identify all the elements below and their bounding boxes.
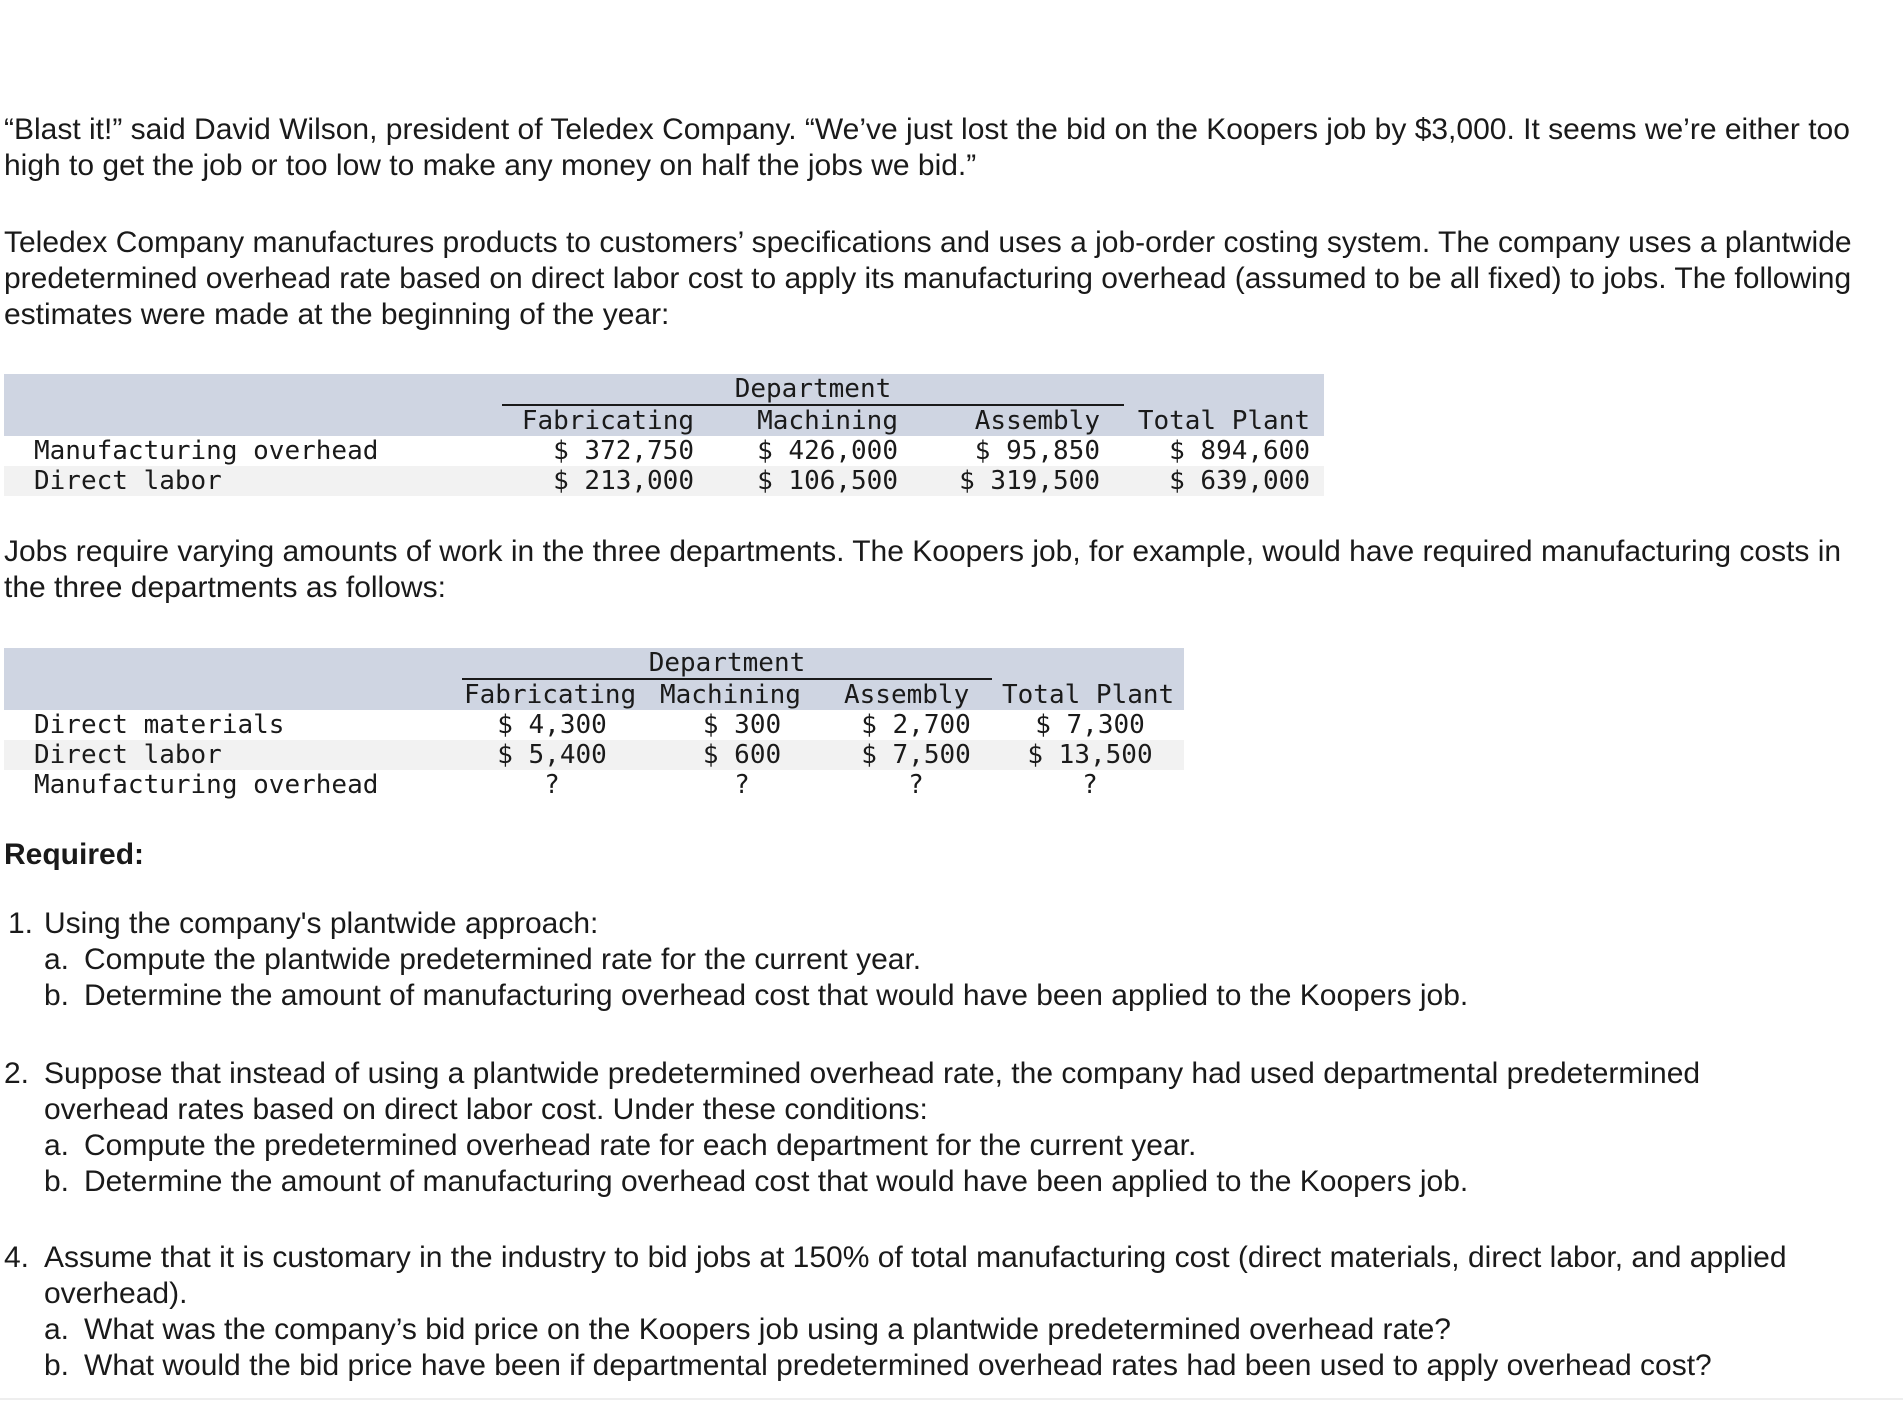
table-cell: ? xyxy=(1082,770,1098,800)
q4-text-line2: overhead). xyxy=(44,1277,188,1310)
q4b-letter: b. xyxy=(44,1349,70,1382)
q4-text-line1: Assume that it is customary in the industry to bid jobs at 150% of total manufacturing cost (direct materials, direct labor, and applied xyxy=(44,1241,1787,1274)
q4a-text: What was the company’s bid price on the Koopers job using a plantwide predetermined overhead rate? xyxy=(84,1313,1451,1346)
table-cell: $ 426,000 xyxy=(757,436,898,466)
col-fabricating: Fabricating xyxy=(521,406,694,436)
row-label: Manufacturing overhead xyxy=(34,770,379,800)
koopers-table xyxy=(4,648,1184,802)
table-cell: $ 894,600 xyxy=(1169,436,1310,466)
table-cell: $ 372,750 xyxy=(553,436,694,466)
q2-text-line2: overhead rates based on direct labor cost. Under these conditions: xyxy=(44,1093,928,1126)
table-cell: $ 600 xyxy=(702,740,782,770)
col-total-plant: Total Plant xyxy=(1002,680,1175,710)
table-cell: $ 639,000 xyxy=(1169,466,1310,496)
table-cell: $ 4,300 xyxy=(497,710,607,740)
q4a-letter: a. xyxy=(44,1313,70,1346)
col-assembly: Assembly xyxy=(844,680,970,710)
q1a-text: Compute the plantwide predetermined rate for the current year. xyxy=(84,943,922,976)
row-label: Direct materials xyxy=(34,710,285,740)
row-label: Direct labor xyxy=(34,740,222,770)
paragraph-3: Jobs require varying amounts of work in the three departments. The Koopers job, for example, would have required manufacturing costs in the three departments as follows: xyxy=(4,535,1842,604)
table-cell: $ 213,000 xyxy=(553,466,694,496)
q4-number: 4. xyxy=(4,1241,30,1274)
required-heading: Required: xyxy=(4,838,145,871)
table-cell: $ 5,400 xyxy=(497,740,607,770)
q4b-text: What would the bid price have been if departmental predetermined overhead rates had been used to apply overhead cost? xyxy=(84,1349,1712,1382)
q2b-letter: b. xyxy=(44,1165,70,1198)
col-total-plant: Total Plant xyxy=(1137,406,1310,436)
table-cell: $ 300 xyxy=(702,710,782,740)
q2-text-line1: Suppose that instead of using a plantwide predetermined overhead rate, the company had used departmental predetermined xyxy=(44,1057,1701,1090)
department-header: Department xyxy=(648,648,806,678)
row-label: Manufacturing overhead xyxy=(34,436,379,466)
q2-number: 2. xyxy=(4,1057,30,1090)
intro-paragraph-2: Teledex Company manufactures products to customers’ specifications and uses a job-order costing system. The company uses a plantwide predetermined overhead rate based on direct labor cost to apply its manufacturing overhead (assumed to be all fixed) to jobs. The following estimates were made at the beginning of the year: xyxy=(4,226,1852,331)
table-cell: $ 106,500 xyxy=(757,466,898,496)
q2a-letter: a. xyxy=(44,1129,70,1162)
q2a-text: Compute the predetermined overhead rate for each department for the current year. xyxy=(84,1129,1197,1162)
q1-number: 1. xyxy=(8,907,34,940)
table-cell: $ 7,500 xyxy=(861,740,971,770)
bottom-divider xyxy=(0,1398,1903,1400)
table-cell: ? xyxy=(734,770,750,800)
q1b-letter: b. xyxy=(44,979,70,1012)
col-fabricating: Fabricating xyxy=(464,680,637,710)
intro-paragraph-1: “Blast it!” said David Wilson, president of Teledex Company. “We’ve just lost the bid on the Koopers job by $3,000. It seems we’re either too high to get the job or too low to make any money on half the jobs we bid.” xyxy=(4,113,1850,182)
estimates-table xyxy=(4,374,1324,498)
table-cell: $ 319,500 xyxy=(959,466,1100,496)
table-cell: $ 13,500 xyxy=(1027,740,1153,770)
table-cell: $ 7,300 xyxy=(1035,710,1145,740)
q2b-text: Determine the amount of manufacturing overhead cost that would have been applied to the Koopers job. xyxy=(84,1165,1469,1198)
row-label: Direct labor xyxy=(34,466,222,496)
col-assembly: Assembly xyxy=(974,406,1100,436)
q1a-letter: a. xyxy=(44,943,70,976)
q1-text: Using the company's plantwide approach: xyxy=(44,907,599,940)
col-machining: Machining xyxy=(660,680,801,710)
table-cell: ? xyxy=(908,770,924,800)
table-cell: ? xyxy=(544,770,560,800)
table-cell: $ 2,700 xyxy=(861,710,971,740)
col-machining: Machining xyxy=(757,406,898,436)
department-header: Department xyxy=(734,374,892,404)
q1b-text: Determine the amount of manufacturing overhead cost that would have been applied to the Koopers job. xyxy=(84,979,1469,1012)
table-cell: $ 95,850 xyxy=(974,436,1100,466)
